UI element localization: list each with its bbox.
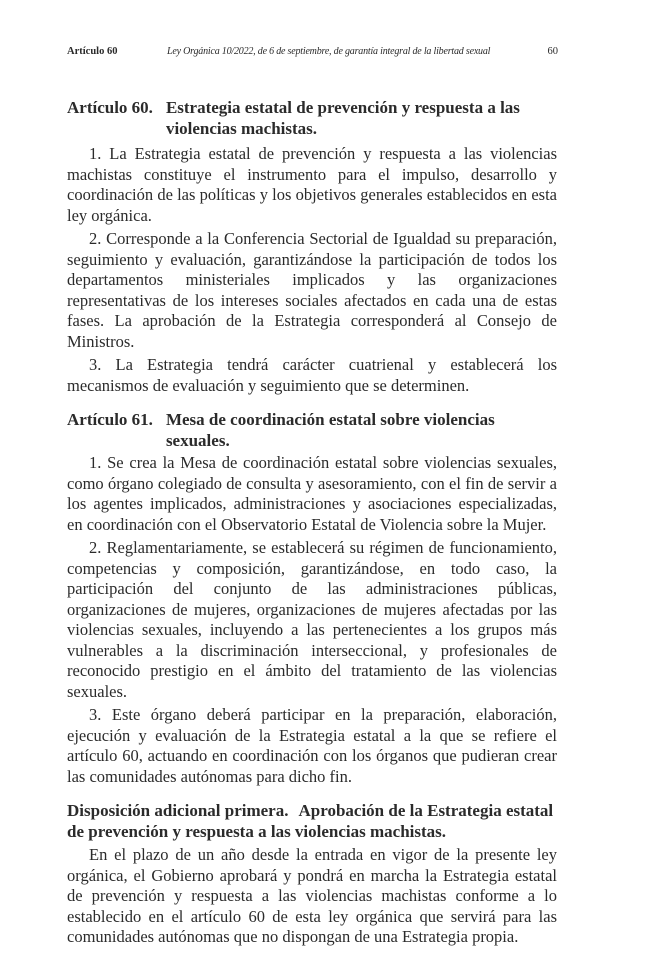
paragraph: 2. Corresponde a la Conferencia Sectorial de Igualdad su preparación, seguimiento y evaluación, garantizándose la participación de todos los departamentos ministeriales implicados y las organizaciones representativas de los intereses sociales afectados en cada una de estas fases. La aprobación de la Estrategia corresponderá al Consejo de Ministros. bbox=[67, 229, 557, 351]
additional-provision-heading bbox=[67, 800, 557, 842]
provision-title: Aprobación de la Estrategia estatal de prevención y respuesta a las violencias machistas. bbox=[67, 801, 554, 841]
header-article-label: Artículo 60 bbox=[67, 46, 118, 57]
page-number: 60 bbox=[547, 46, 558, 57]
article-61-heading bbox=[67, 409, 557, 451]
document-body bbox=[67, 97, 557, 948]
article-60-heading bbox=[67, 97, 557, 139]
paragraph: 3. La Estrategia tendrá carácter cuatrienal y establecerá los mecanismos de evaluación y seguimiento que se determinen. bbox=[67, 355, 557, 395]
running-header bbox=[67, 44, 558, 60]
article-number: Artículo 60. bbox=[67, 98, 153, 117]
article-title: Estrategia estatal de prevención y respuesta a las violencias machistas. bbox=[165, 98, 520, 138]
paragraph: En el plazo de un año desde la entrada en vigor de la presente ley orgánica, el Gobierno aprobará y pondrá en marcha la Estrategia estatal de prevención y respuesta a las violencias machistas conforme a lo establecido en el artículo 60 de esta ley orgánica que servirá para las comunidades autónomas que no dispongan de una Estrategia propia. bbox=[67, 845, 557, 946]
paragraph: 1. La Estrategia estatal de prevención y respuesta a las violencias machistas constituye el instrumento para el impulso, desarrollo y coordinación de las políticas y los objetivos generales establecidos en esta ley orgánica. bbox=[67, 144, 557, 225]
article-title: Mesa de coordinación estatal sobre violencias sexuales. bbox=[165, 410, 495, 450]
header-law-title: Ley Orgánica 10/2022, de 6 de septiembre, de garantía integral de la libertad sexual bbox=[167, 46, 491, 57]
paragraph: 1. Se crea la Mesa de coordinación estatal sobre violencias sexuales, como órgano colegiado de consulta y asesoramiento, con el fin de servir a los agentes implicados, administraciones y asociaciones especializadas, en coordinación con el Observatorio Estatal de Violencia sobre la Mujer. bbox=[67, 453, 557, 534]
paragraph: 3. Este órgano deberá participar en la preparación, elaboración, ejecución y evaluación de la Estrategia estatal a la que se refiere el artículo 60, actuando en coordinación con los órganos que pudieran crear las comunidades autónomas para dicho fin. bbox=[67, 705, 557, 786]
provision-number: Disposición adicional primera. bbox=[67, 801, 289, 820]
paragraph: 2. Reglamentariamente, se establecerá su régimen de funcionamiento, competencias y composición, garantizándose, en todo caso, la participación del conjunto de las administraciones públicas, organizaciones de mujeres, organizaciones de mujeres afectadas por las violencias sexuales, incluyendo a las pertenecientes a los grupos más vulnerables a la discriminación interseccional, y profesionales de reconocido prestigio en el ámbito del tratamiento de las violencias sexuales. bbox=[67, 538, 557, 701]
article-number: Artículo 61. bbox=[67, 410, 153, 429]
